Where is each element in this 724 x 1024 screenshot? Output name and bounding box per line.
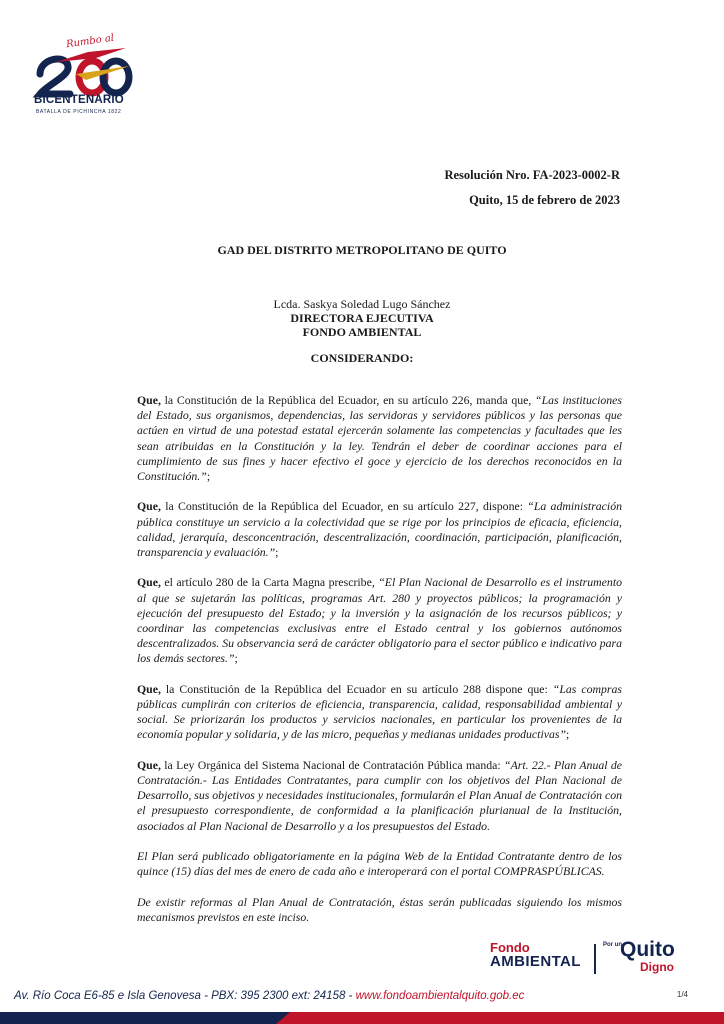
bicentenario-200-emblem-icon <box>26 44 138 100</box>
paragraph-quote: “Art. 22.- Plan Anual de Contratación.- Las Entidades Contratantes, para cumplir con los objetivos del Plan Nacional de Desarrollo, sus objetivos y necesidades institucionales, formularán el Plan Anual de Contratación con el presupuesto correspondiente, de conformidad a la planificación plurianual de la Institución, asociados al Plan Nacional de Desarrollo y a los presupuestos del Estado. <box>137 757 622 833</box>
logo-script-text: Rumbo al <box>65 32 115 51</box>
paragraph-tail: ; <box>206 469 211 484</box>
footer-address-text: Av. Río Coca E6-85 e Isla Genovesa - PBX: 395 2300 ext: 24158 - <box>14 990 356 1002</box>
footer-blue-bar <box>0 1012 290 1024</box>
paragraph-text: la Ley Orgánica del Sistema Nacional de Contratación Pública manda: <box>160 757 505 772</box>
considering-paragraph <box>137 393 622 484</box>
considering-heading: CONSIDERANDO: <box>310 351 414 365</box>
paragraph-lead: Que, <box>137 499 161 514</box>
paragraph-lead: Que, <box>137 681 161 696</box>
quoted-paragraph <box>137 849 622 879</box>
signatory-unit: FONDO AMBIENTAL <box>302 325 422 339</box>
paragraph-quote: De existir reformas al Plan Anual de Contratación, éstas serán publicadas siguiendo los mismos mecanismos previstos en este inciso. <box>137 894 622 924</box>
fondo-ambiental-logo-main: AMBIENTAL <box>490 953 581 970</box>
paragraph-tail: ; <box>275 545 279 560</box>
footer-website-link[interactable]: www.fondoambientalquito.gob.ec <box>355 990 525 1002</box>
resolution-number: Resolución Nro. FA-2023-0002-R <box>444 168 620 182</box>
footer-address <box>14 990 524 1002</box>
quito-digno-logo-suffix: Digno <box>640 960 674 974</box>
signatory-name: Lcda. Saskya Soledad Lugo Sánchez <box>273 297 451 311</box>
considering-paragraph <box>137 758 622 834</box>
footer-red-bar <box>268 1012 724 1024</box>
paragraph-quote: “Las instituciones del Estado, sus organismos, dependencias, las servidoras y servidores públicos y las personas que actúen en virtud de una potestad estatal ejercerán solamente las competencias y facultades que les sean atribuidas en la Constitución y la ley. Tendrán el deber de coordinar acciones para el cumplimiento de sus fines y hacer efectivo el goce y ejercicio de los derechos reconocidos en la Constitución.” <box>137 393 622 484</box>
paragraph-tail: ; <box>566 727 570 742</box>
entity-title: GAD DEL DISTRITO METROPOLITANO DE QUITO <box>217 243 507 257</box>
considering-paragraph <box>137 575 622 666</box>
paragraph-lead: Que, <box>137 393 161 407</box>
considering-paragraph <box>137 499 622 560</box>
document-body <box>137 393 622 940</box>
paragraph-text: el artículo 280 de la Carta Magna prescribe, <box>160 575 379 590</box>
bicentenario-logo <box>26 32 138 122</box>
considering-paragraph <box>137 682 622 743</box>
logo-subtitle: BATALLA DE PICHINCHA 1822 <box>36 109 122 115</box>
paragraph-quote: “Las compras públicas cumplirán con criterios de eficiencia, transparencia, calidad, responsabilidad ambiental y social. Se priorizarán los productos y servicios nacionales, en particular los provenientes de la economía popular y solidaria, y de las micro, pequeñas y medianas unidades productivas” <box>137 681 622 742</box>
logo-title: BICENTENARIO <box>34 94 124 106</box>
paragraph-lead: Que, <box>137 757 161 772</box>
quito-digno-logo-prefix: Por un <box>603 942 622 948</box>
paragraph-lead: Que, <box>137 575 161 590</box>
quoted-paragraph <box>137 895 622 925</box>
paragraph-quote: “La administración pública constituye un servicio a la colectividad que se rige por los principios de eficacia, eficiencia, calidad, jerarquía, desconcentración, descentralización, coordinación, participación, planificación, transparencia y evaluación.” <box>137 499 622 560</box>
resolution-date: Quito, 15 de febrero de 2023 <box>469 193 620 207</box>
footer-brand-logos <box>490 940 690 988</box>
paragraph-quote: “El Plan Nacional de Desarrollo es el instrumento al que se sujetarán las políticas, programas Art. 280 y proyectos públicos; la programación y ejecución del presupuesto del Estado; y la inversión y la asignación de los recursos públicos; y coordinar las competencias exclusivas entre el Estado central y los gobiernos autónomos descentralizados. Su observancia será de carácter obligatorio para el sector público e indicativo para los demás sectores.” <box>137 575 622 666</box>
page-number: 1/4 <box>676 990 688 999</box>
paragraph-quote: El Plan será publicado obligatoriamente en la página Web de la Entidad Contratante dentro de los quince (15) días del mes de enero de cada año e interoperará con el portal COMPRASPÚBLICAS. <box>137 849 622 879</box>
paragraph-text: la Constitución de la República del Ecuador en su artículo 288 dispone que: <box>160 681 553 696</box>
logo-separator <box>594 944 596 974</box>
paragraph-text: la Constitución de la República del Ecuador, en su artículo 226, manda que, <box>160 393 536 407</box>
quito-digno-logo-main: Quito <box>620 938 675 961</box>
signatory-position: DIRECTORA EJECUTIVA <box>290 311 434 325</box>
fondo-ambiental-logo-top: Fondo <box>490 940 530 955</box>
paragraph-tail: ; <box>234 651 238 666</box>
paragraph-text: la Constitución de la República del Ecuador, en su artículo 227, dispone: <box>160 499 528 514</box>
